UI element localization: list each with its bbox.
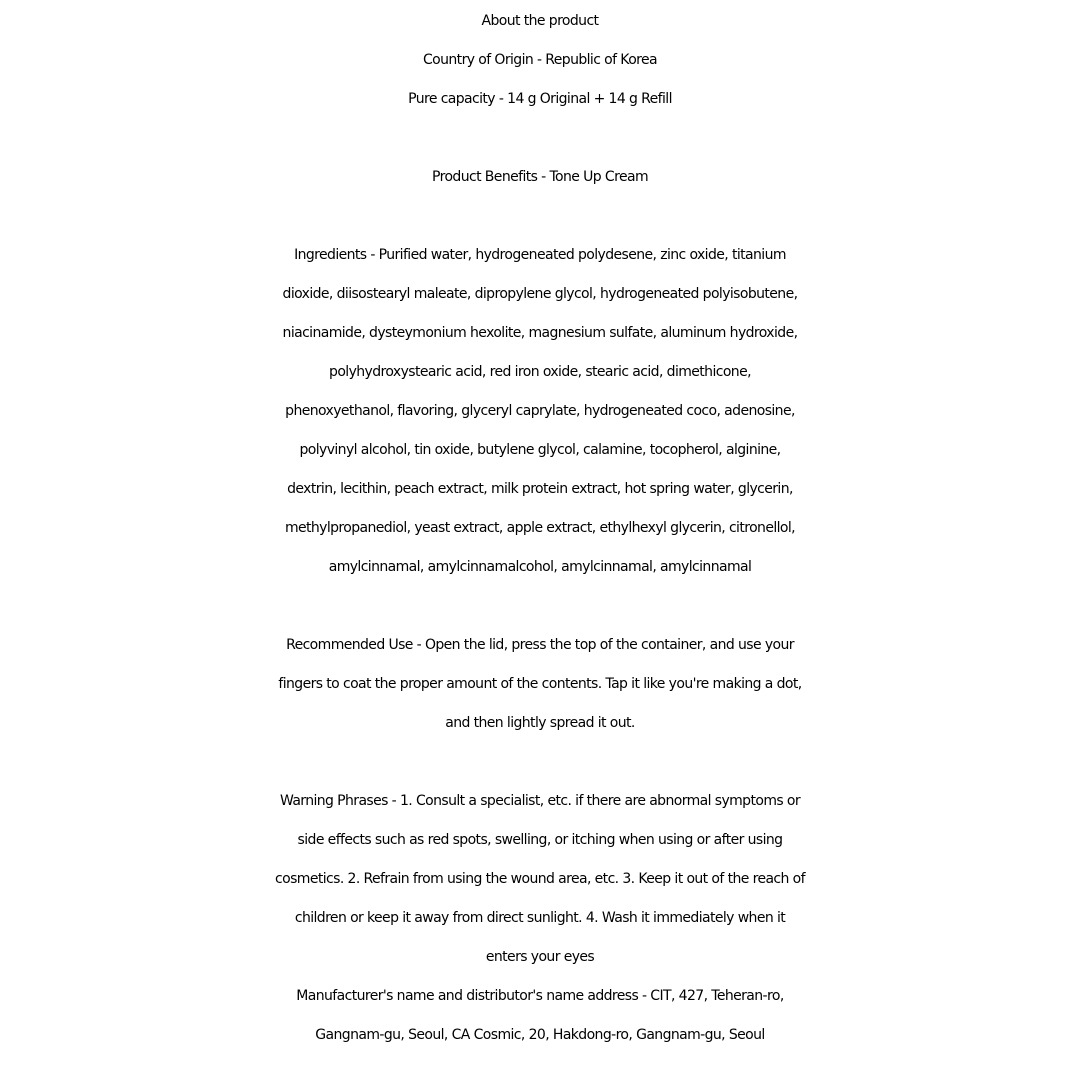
warning-line: cosmetics. 2. Refrain from using the wound area, etc. 3. Keep it out of the reach of (275, 871, 805, 887)
recommended-use-line: fingers to coat the proper amount of the contents. Tap it like you're making a dot, (278, 676, 802, 692)
spacer (0, 119, 1080, 158)
ingredients-line: methylpropanediol, yeast extract, apple extract, ethylhexyl glycerin, citronellol, (284, 520, 796, 536)
warning-section (0, 782, 1080, 977)
ingredients-section (0, 236, 1080, 587)
spacer (0, 587, 1080, 626)
ingredients-line: polyvinyl alcohol, tin oxide, butylene glycol, calamine, tocopherol, alginine, (299, 442, 781, 458)
product-benefits: Product Benefits - Tone Up Cream (432, 169, 648, 185)
spacer (0, 743, 1080, 782)
manufacturer-section (0, 977, 1080, 1055)
ingredients-line: niacinamide, dysteymonium hexolite, magnesium sulfate, aluminum hydroxide, (282, 325, 798, 341)
manufacturer-line: Gangnam-gu, Seoul, CA Cosmic, 20, Hakdong-ro, Gangnam-gu, Seoul (315, 1027, 765, 1043)
recommended-use-section (0, 626, 1080, 743)
recommended-use-line: and then lightly spread it out. (445, 715, 635, 731)
pure-capacity: Pure capacity - 14 g Original + 14 g Refill (408, 91, 672, 107)
ingredients-line: dextrin, lecithin, peach extract, milk protein extract, hot spring water, glycerin, (287, 481, 793, 497)
ingredients-line: phenoxyethanol, flavoring, glyceryl caprylate, hydrogeneated coco, adenosine, (285, 403, 795, 419)
warning-line: enters your eyes (485, 949, 595, 965)
warning-line: side effects such as red spots, swelling, or itching when using or after using (297, 832, 783, 848)
warning-line: children or keep it away from direct sunlight. 4. Wash it immediately when it (294, 910, 786, 926)
ingredients-line: amylcinnamal, amylcinnamalcohol, amylcinnamal, amylcinnamal (328, 559, 752, 575)
ingredients-line: Ingredients - Purified water, hydrogeneated polydesene, zinc oxide, titanium (294, 247, 786, 263)
manufacturer-line: Manufacturer's name and distributor's name address - CIT, 427, Teheran-ro, (296, 988, 784, 1004)
page-title: About the product (481, 13, 599, 29)
spacer (0, 197, 1080, 236)
country-of-origin: Country of Origin - Republic of Korea (423, 52, 657, 68)
ingredients-line: dioxide, diisostearyl maleate, dipropylene glycol, hydrogeneated polyisobutene, (282, 286, 798, 302)
recommended-use-line: Recommended Use - Open the lid, press the top of the container, and use your (286, 637, 794, 653)
warning-line: Warning Phrases - 1. Consult a specialist, etc. if there are abnormal symptoms or (279, 793, 801, 809)
ingredients-line: polyhydroxystearic acid, red iron oxide, stearic acid, dimethicone, (329, 364, 751, 380)
